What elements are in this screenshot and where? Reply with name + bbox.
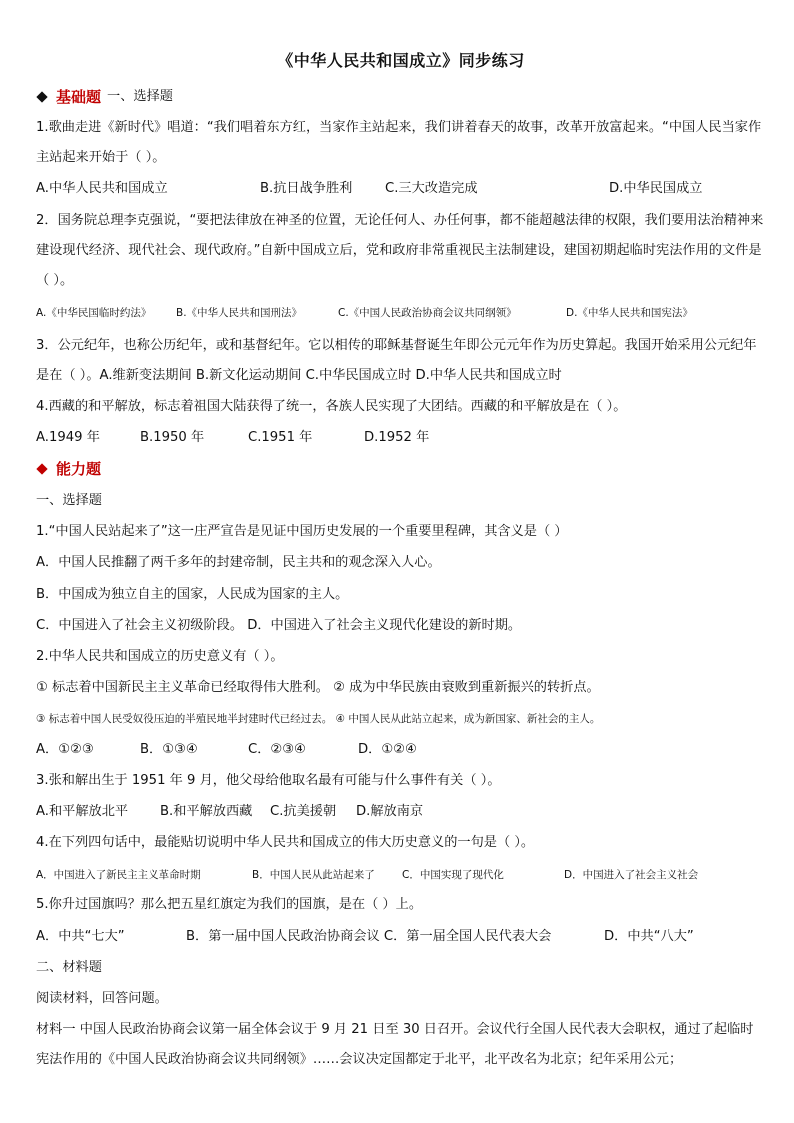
option-a: A．中国人民推翻了两千多年的封建帝制，民主共和的观念深入人心。	[36, 555, 441, 570]
option-c: C.1951 年	[248, 430, 313, 445]
question-basic-2: 2．国务院总理李克强说，“要把法律放在神圣的位置，无论任何人、办任何事，都不能超越法律的权限，我们要用法治精神来建设现代经济、现代社会、现代政府。”自新中国成立后，党和政府非常重视民主法制建设，建国初期起临时宪法作用的文件是（ ）。	[36, 213, 764, 288]
option-d: D．中共“八大”	[604, 929, 694, 944]
statements-3-4: ③ 标志着中国人民受奴役压迫的半殖民地半封建时代已经过去。 ④ 中国人民从此站立起来，成为新国家、新社会的主人。	[36, 713, 601, 725]
option-d: D.中华民国成立	[609, 181, 703, 196]
option-a: A．中共“七大”	[36, 929, 125, 944]
option-b: B．中国人民从此站起来了	[252, 869, 375, 881]
options-basic-2	[36, 304, 766, 322]
options-basic-1	[36, 180, 766, 198]
question-basic-4: 4.西藏的和平解放，标志着祖国大陆获得了统一，各族人民实现了大团结。西藏的和平解放是在（ ）。	[36, 399, 627, 414]
section-ability-header	[36, 460, 107, 478]
option-b: B.和平解放西藏	[160, 804, 253, 819]
option-b: B．中国成为独立自主的国家，人民成为国家的主人。	[36, 587, 349, 602]
section-label-basic: 基础题	[56, 88, 102, 106]
option-a: A．①②③	[36, 742, 94, 757]
option-d: D.解放南京	[356, 804, 424, 819]
page-title: 《中华人民共和国成立》同步练习	[277, 51, 525, 70]
question-basic-3: 3．公元纪年，也称公历纪年，或和基督纪年。它以相传的耶稣基督诞生年即公元元年作为历史算起。我国开始采用公元纪年是在（ ）。A.维新变法期间 B.新文化运动期间 C.中华民国成立时 D.中华人民共和国成立时	[36, 338, 757, 383]
options-ability-4	[36, 866, 766, 884]
option-b: B.《中华人民共和国刑法》	[176, 307, 303, 319]
question-ability-4: 4.在下列四句话中，最能贴切说明中华人民共和国成立的伟大历史意义的一句是（ ）。	[36, 835, 535, 850]
option-a: A.1949 年	[36, 430, 100, 445]
question-ability-3: 3.张和解出生于 1951 年 9 月，他父母给他取名最有可能与什么事件有关（ ）。	[36, 773, 501, 788]
options-ability-2	[36, 741, 766, 759]
diamond-bullet-icon	[36, 91, 47, 102]
option-c-d: C．中国进入了社会主义初级阶段。 D．中国进入了社会主义现代化建设的新时期。	[36, 618, 522, 633]
options-basic-4	[36, 429, 766, 447]
section-basic-header	[36, 88, 173, 106]
option-b: B.抗日战争胜利	[260, 181, 353, 196]
option-c: C．中国实现了现代化	[402, 869, 504, 881]
option-a: A．中国进入了新民主主义革命时期	[36, 869, 201, 881]
section-label-ability: 能力题	[56, 460, 102, 478]
option-b: B.1950 年	[140, 430, 205, 445]
option-c: C．②③④	[248, 742, 306, 757]
option-b: B．①③④	[140, 742, 198, 757]
options-ability-3	[36, 803, 766, 821]
option-b-c: B．第一届中国人民政治协商会议 C．第一届全国人民代表大会	[186, 929, 552, 944]
option-c: C.《中国人民政治协商会议共同纲领》	[338, 307, 517, 319]
option-a: A.《中华民国临时约法》	[36, 307, 152, 319]
option-d: D．①②④	[358, 742, 417, 757]
diamond-bullet-icon	[36, 463, 47, 474]
option-a: A.和平解放北平	[36, 804, 129, 819]
option-a: A.中华人民共和国成立	[36, 181, 168, 196]
section-subtitle: 一、选择题	[36, 493, 102, 508]
material-text: 材料一 中国人民政治协商会议第一届全体会议于 9 月 21 日至 30 日召开。会议代行全国人民代表大会职权，通过了起临时宪法作用的《中国人民政治协商会议共同纲领》……会议决定国都定于北平，北平改名为北京；纪年采用公元；	[36, 1022, 754, 1067]
option-c: C.抗美援朝	[270, 804, 337, 819]
option-d: D.《中华人民共和国宪法》	[566, 307, 693, 319]
option-d: D．中国进入了社会主义社会	[564, 869, 699, 881]
option-d: D.1952 年	[364, 430, 430, 445]
material-instruction: 阅读材料，回答问题。	[36, 991, 168, 1006]
options-ability-5	[36, 928, 766, 946]
question-ability-5: 5.你升过国旗吗？那么把五星红旗定为我们的国旗，是在（ ）上。	[36, 897, 423, 912]
question-basic-1: 1.歌曲走进《新时代》唱道：“我们唱着东方红，当家作主站起来，我们讲着春天的故事，改革开放富起来。“中国人民当家作主站起来开始于（ ）。	[36, 120, 762, 165]
section-subtitle: 一、选择题	[107, 89, 173, 104]
statements-1-2: ① 标志着中国新民主主义革命已经取得伟大胜利。 ② 成为中华民族由衰败到重新振兴的转折点。	[36, 680, 600, 695]
section-subtitle-material: 二、材料题	[36, 960, 102, 975]
question-ability-2: 2.中华人民共和国成立的历史意义有（ ）。	[36, 649, 284, 664]
option-c: C.三大改造完成	[385, 181, 478, 196]
question-ability-1: 1.“中国人民站起来了”这一庄严宣告是见证中国历史发展的一个重要里程碑，其含义是（ ）	[36, 524, 568, 539]
